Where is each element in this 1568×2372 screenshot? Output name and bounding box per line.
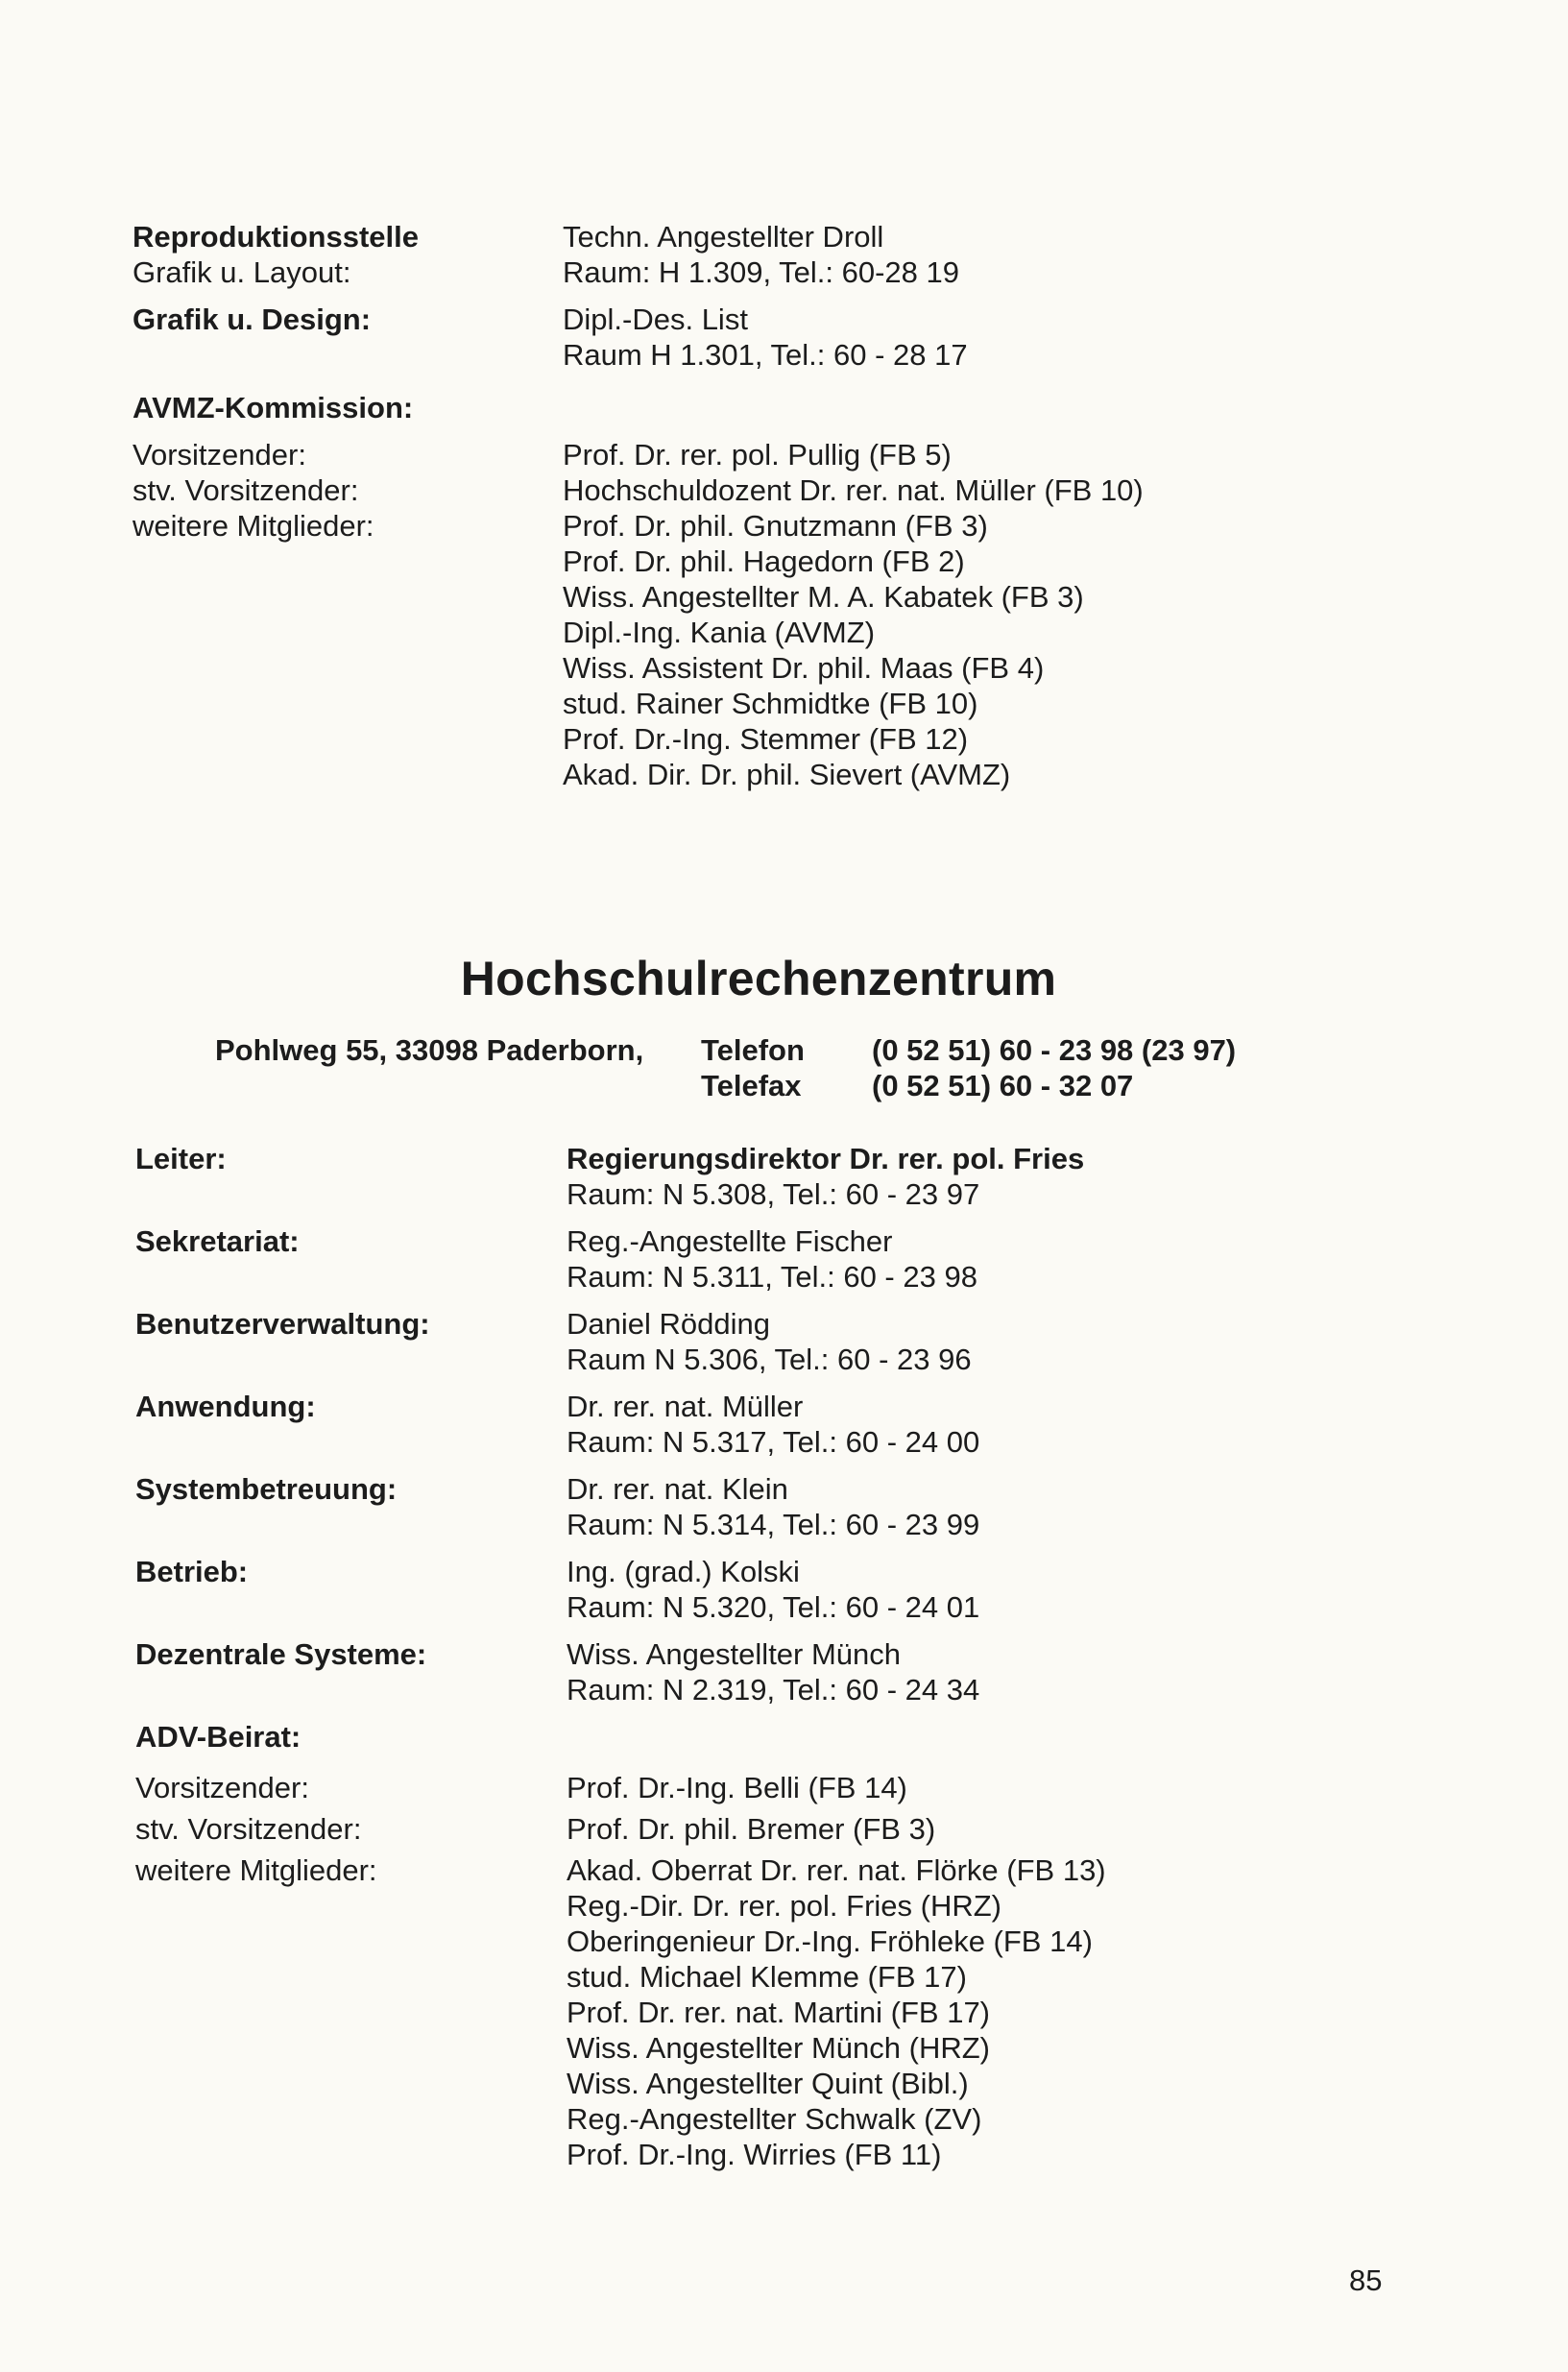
members-label: weitere Mitglieder: — [135, 1853, 377, 1887]
beirat-members-row — [135, 1852, 1384, 2172]
list-item: Oberingenieur Dr.-Ing. Fröhleke (FB 14) — [567, 1924, 1093, 1958]
vice-value: Prof. Dr. phil. Bremer (FB 3) — [567, 1812, 936, 1846]
staff-name: Regierungsdirektor Dr. rer. pol. Fries — [567, 1142, 1085, 1175]
staff-row — [135, 1306, 1384, 1377]
staff-row — [135, 1636, 1384, 1707]
staff-label: Anwendung: — [135, 1390, 316, 1423]
design-row — [133, 302, 1381, 373]
design-label: Grafik u. Design: — [133, 303, 372, 336]
staff-room: Raum N 5.306, Tel.: 60 - 23 96 — [567, 1343, 972, 1376]
list-item: Prof. Dr.-Ing. Stemmer (FB 12) — [563, 722, 969, 756]
avmz-chair-row — [133, 437, 1381, 472]
design-room: Raum H 1.301, Tel.: 60 - 28 17 — [563, 338, 968, 372]
staff-room: Raum: N 5.314, Tel.: 60 - 23 99 — [567, 1508, 980, 1541]
vice-label: stv. Vorsitzender: — [133, 473, 359, 507]
list-item: Prof. Dr. rer. nat. Martini (FB 17) — [567, 1996, 991, 2029]
phone-number: (0 52 51) 60 - 23 98 (23 97) — [872, 1033, 1237, 1067]
avmz-kommission-heading: AVMZ-Kommission: — [133, 391, 414, 424]
list-item: stud. Michael Klemme (FB 17) — [567, 1960, 967, 1994]
members-label: weitere Mitglieder: — [133, 509, 374, 543]
list-item: Dipl.-Ing. Kania (AVMZ) — [563, 616, 876, 649]
staff-row — [135, 1554, 1384, 1625]
reproduktion-sublabel: Grafik u. Layout: — [133, 255, 351, 289]
list-item: Wiss. Angestellter M. A. Kabatek (FB 3) — [563, 580, 1084, 614]
beirat-chair-row — [135, 1770, 1384, 1805]
chair-value: Prof. Dr. rer. pol. Pullig (FB 5) — [563, 438, 952, 472]
chair-value: Prof. Dr.-Ing. Belli (FB 14) — [567, 1771, 907, 1804]
staff-room: Raum: N 5.320, Tel.: 60 - 24 01 — [567, 1590, 980, 1624]
staff-label: Benutzerverwaltung: — [135, 1307, 430, 1341]
staff-row — [135, 1471, 1384, 1542]
list-item: Akad. Oberrat Dr. rer. nat. Flörke (FB 13) — [567, 1853, 1106, 1887]
staff-label: Leiter: — [135, 1142, 227, 1175]
staff-name: Daniel Rödding — [567, 1307, 770, 1341]
staff-name: Wiss. Angestellter Münch — [567, 1637, 902, 1671]
staff-row — [135, 1141, 1384, 1212]
staff-row — [135, 1389, 1384, 1460]
reproduktion-name: Techn. Angestellter Droll — [563, 220, 884, 254]
list-item: Reg.-Angestellter Schwalk (ZV) — [567, 2102, 982, 2136]
avmz-members-row — [133, 508, 1381, 792]
list-item: Prof. Dr. phil. Hagedorn (FB 2) — [563, 545, 965, 578]
list-item: Wiss. Assistent Dr. phil. Maas (FB 4) — [563, 651, 1045, 685]
section-title: Hochschulrechenzentrum — [460, 952, 1057, 1005]
design-name: Dipl.-Des. List — [563, 303, 748, 336]
avmz-members-list — [563, 508, 1381, 792]
staff-label: Sekretariat: — [135, 1224, 300, 1258]
staff-label: Systembetreuung: — [135, 1472, 398, 1506]
beirat-vice-row — [135, 1811, 1384, 1847]
address: Pohlweg 55, 33098 Paderborn, — [215, 1033, 644, 1067]
staff-row — [135, 1223, 1384, 1295]
fax-number: (0 52 51) 60 - 32 07 — [872, 1069, 1134, 1102]
staff-name: Ing. (grad.) Kolski — [567, 1555, 800, 1588]
hrz-section — [135, 1141, 1384, 2172]
beirat-members-list — [567, 1852, 1384, 2172]
list-item: Prof. Dr. phil. Gnutzmann (FB 3) — [563, 509, 988, 543]
chair-label: Vorsitzender: — [135, 1771, 309, 1804]
staff-room: Raum: N 5.308, Tel.: 60 - 23 97 — [567, 1177, 980, 1211]
staff-name: Dr. rer. nat. Klein — [567, 1472, 788, 1506]
list-item: stud. Rainer Schmidtke (FB 10) — [563, 687, 978, 720]
phone-label: Telefon — [701, 1033, 805, 1067]
staff-name: Dr. rer. nat. Müller — [567, 1390, 804, 1423]
chair-label: Vorsitzender: — [133, 438, 306, 472]
reproduktion-room: Raum: H 1.309, Tel.: 60-28 19 — [563, 255, 960, 289]
vice-label: stv. Vorsitzender: — [135, 1812, 362, 1846]
staff-room: Raum: N 5.311, Tel.: 60 - 23 98 — [567, 1260, 977, 1294]
staff-label: Dezentrale Systeme: — [135, 1637, 427, 1671]
avmz-section — [133, 219, 1381, 792]
staff-label: Betrieb: — [135, 1555, 249, 1588]
avmz-vice-row — [133, 472, 1381, 508]
list-item: Wiss. Angestellter Münch (HRZ) — [567, 2031, 990, 2065]
list-item: Prof. Dr.-Ing. Wirries (FB 11) — [567, 2138, 942, 2171]
staff-name: Reg.-Angestellte Fischer — [567, 1224, 893, 1258]
reproduktion-label: Reproduktionsstelle — [133, 220, 419, 254]
list-item: Reg.-Dir. Dr. rer. pol. Fries (HRZ) — [567, 1889, 1001, 1923]
adv-beirat-heading: ADV-Beirat: — [135, 1720, 302, 1754]
staff-room: Raum: N 5.317, Tel.: 60 - 24 00 — [567, 1425, 980, 1459]
list-item: Wiss. Angestellter Quint (Bibl.) — [567, 2067, 969, 2100]
list-item: Akad. Dir. Dr. phil. Sievert (AVMZ) — [563, 758, 1011, 791]
vice-value: Hochschuldozent Dr. rer. nat. Müller (FB 10) — [563, 473, 1144, 507]
staff-room: Raum: N 2.319, Tel.: 60 - 24 34 — [567, 1673, 980, 1706]
page-number: 85 — [1349, 2263, 1383, 2297]
fax-label: Telefax — [701, 1069, 802, 1102]
reproduktion-row — [133, 219, 1381, 290]
